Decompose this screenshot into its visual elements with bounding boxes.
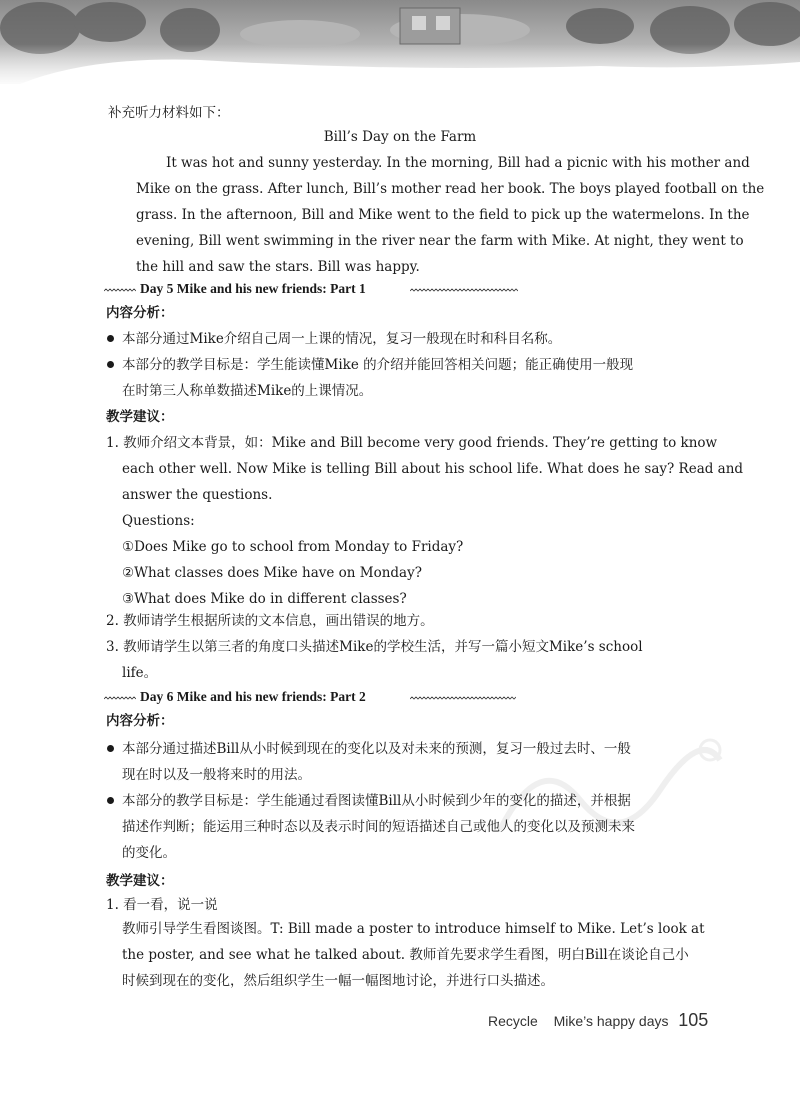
story-title: Bill’s Day on the Farm bbox=[323, 129, 477, 145]
story-line: the hill and saw the stars. Bill was happy. bbox=[136, 259, 420, 275]
day6-item1-line: the poster, and see what he talked about. 教师首先要求学生看图，明白Bill在谈论自己小 bbox=[122, 947, 689, 963]
day6-item1-line: 教师引导学生看图谈图。T: Bill made a poster to introduce himself to Mike. Let’s look at bbox=[122, 921, 705, 937]
question-item: ②What classes does Mike have on Monday? bbox=[122, 565, 422, 581]
bullet-icon bbox=[107, 335, 114, 342]
zigzag-divider-right bbox=[410, 696, 516, 700]
day6-item1-title: 1. 看一看，说一说 bbox=[106, 897, 218, 913]
footer-section: Recycle bbox=[488, 1013, 538, 1029]
story-line: Mike on the grass. After lunch, Bill’s mother read her book. The boys played football on the bbox=[136, 181, 765, 197]
zigzag-divider-right bbox=[410, 288, 518, 292]
story-line: It was hot and sunny yesterday. In the morning, Bill had a picnic with his mother and bbox=[166, 155, 750, 171]
day5-bullet-2-line: 在时第三人称单数描述Mike的上课情况。 bbox=[122, 383, 373, 399]
day6-bullet-2-line: 描述作判断；能运用三种时态以及表示时间的短语描述自己或他人的变化以及预测未来 bbox=[122, 819, 635, 835]
story-line: grass. In the afternoon, Bill and Mike went to the field to pick up the watermelons. In the bbox=[136, 207, 750, 223]
intro-label: 补充听力材料如下： bbox=[108, 105, 230, 121]
day6-bullet-2-line: 本部分的教学目标是：学生能通过看图读懂Bill从小时候到少年的变化的描述，并根据 bbox=[122, 793, 631, 809]
day5-content-label: 内容分析： bbox=[106, 305, 174, 321]
watermark-icon bbox=[480, 730, 740, 860]
day6-bullet-2-line: 的变化。 bbox=[122, 845, 176, 861]
question-item: ③What does Mike do in different classes? bbox=[122, 591, 407, 607]
day5-item3-line: life。 bbox=[122, 665, 158, 681]
day5-item3-line: 3. 教师请学生以第三者的角度口头描述Mike的学校生活，并写一篇小短文Mike’s school bbox=[106, 639, 643, 655]
bullet-icon bbox=[107, 361, 114, 368]
day6-item1-line: 时候到现在的变化，然后组织学生一幅一幅图地讨论，并进行口头描述。 bbox=[122, 973, 554, 989]
story-line: evening, Bill went swimming in the river near the farm with Mike. At night, they went to bbox=[136, 233, 744, 249]
bullet-icon bbox=[107, 797, 114, 804]
questions-label: Questions: bbox=[122, 513, 195, 529]
zigzag-divider-left bbox=[104, 288, 136, 292]
day6-advice-label: 教学建议： bbox=[106, 873, 174, 889]
day5-bullet-1: 本部分通过Mike介绍自己周一上课的情况，复习一般现在时和科目名称。 bbox=[122, 331, 562, 347]
page-number: 105 bbox=[678, 1010, 709, 1030]
day5-item1-line: each other well. Now Mike is telling Bill about his school life. What does he say? Read and bbox=[122, 461, 744, 477]
day5-header: Day 5 Mike and his new friends: Part 1 bbox=[140, 281, 366, 296]
day5-advice-label: 教学建议： bbox=[106, 409, 174, 425]
footer-unit: Mike’s happy days bbox=[553, 1013, 669, 1029]
day6-content-label: 内容分析： bbox=[106, 713, 174, 729]
bullet-icon bbox=[107, 745, 114, 752]
day5-item1-line: 1. 教师介绍文本背景，如：Mike and Bill become very good friends. They’re getting to know bbox=[106, 435, 718, 451]
day5-item2: 2. 教师请学生根据所读的文本信息，画出错误的地方。 bbox=[106, 613, 434, 629]
day6-bullet-1-line: 现在时以及一般将来时的用法。 bbox=[122, 767, 311, 783]
day6-header: Day 6 Mike and his new friends: Part 2 bbox=[140, 689, 366, 704]
question-item: ①Does Mike go to school from Monday to Friday? bbox=[122, 539, 464, 555]
day5-item1-line: answer the questions. bbox=[122, 487, 273, 503]
day5-bullet-2-line: 本部分的教学目标是：学生能读懂Mike 的介绍并能回答相关问题；能正确使用一般现 bbox=[122, 357, 634, 373]
zigzag-divider-left bbox=[104, 696, 136, 700]
day6-bullet-1-line: 本部分通过描述Bill从小时候到现在的变化以及对未来的预测，复习一般过去时、一般 bbox=[122, 741, 631, 757]
page-footer bbox=[488, 1010, 708, 1031]
